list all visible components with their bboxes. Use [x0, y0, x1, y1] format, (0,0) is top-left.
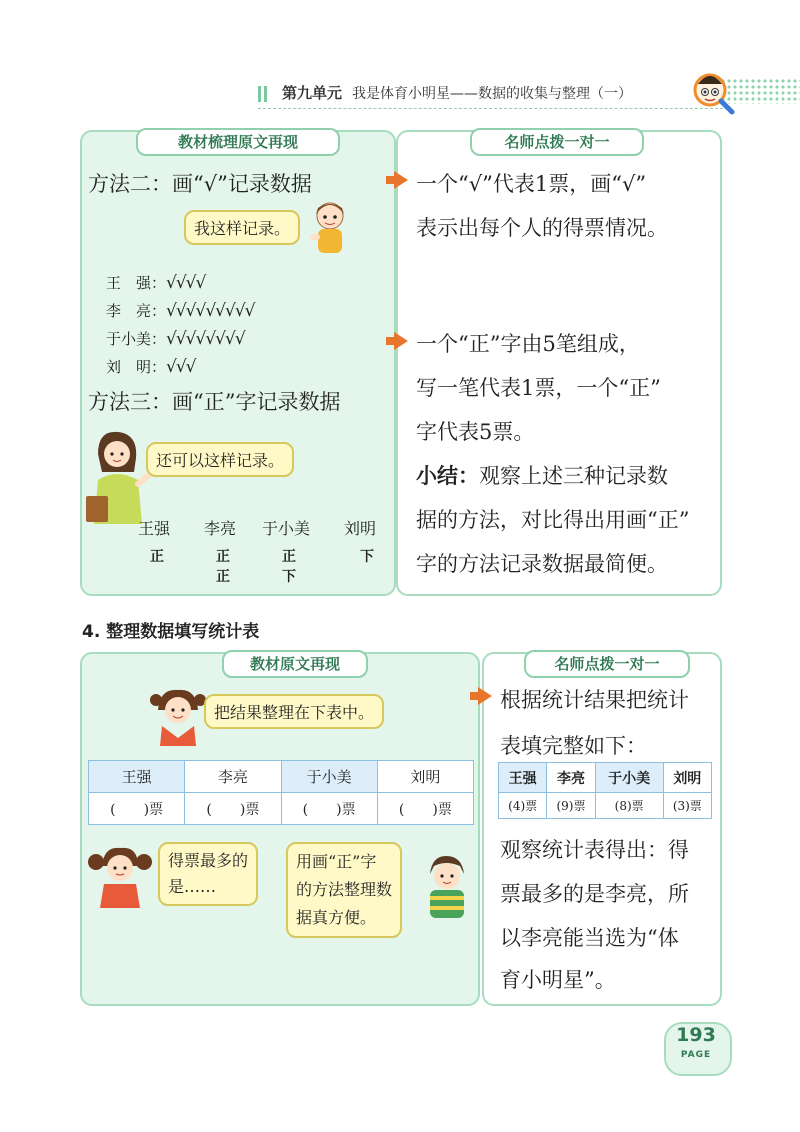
tally-row: [106, 272, 255, 300]
pointer-arrow-icon: [394, 171, 408, 189]
pointer-arrow-icon: [386, 176, 394, 184]
summary-label: 小结：: [416, 463, 479, 488]
table-header-cell: 李亮: [547, 763, 595, 793]
unit-label: 第九单元: [282, 84, 343, 102]
tally-row: [106, 300, 255, 328]
table-cell: (4)票: [499, 793, 547, 819]
header-title: [282, 82, 632, 103]
summary-line3: 字的方法记录数据最简便。: [416, 552, 668, 576]
bubble-line: 的方法整理数: [296, 880, 393, 899]
table-header-cell: 王强: [499, 763, 547, 793]
top-right-tab: 名师点拨一对一: [470, 128, 644, 156]
speech-bubble-convenient: [286, 842, 402, 938]
speech-bubble-most-votes: [158, 842, 258, 906]
blank-stat-table: [88, 760, 474, 825]
table-cell: (8)票: [595, 793, 663, 819]
header-divider: [258, 108, 728, 109]
pointer-arrow-icon: [394, 332, 408, 350]
table-header-cell: 李亮: [185, 761, 281, 793]
tally-row: [106, 356, 255, 384]
tally-name: 刘 明：: [106, 358, 167, 376]
method2-title: 方法二：画“√”记录数据: [88, 172, 312, 196]
summary-line2: 据的方法，对比得出用画“正”: [416, 508, 690, 532]
conclusion-line2: 票最多的是李亮，所: [500, 882, 689, 906]
tally-name: 王 强：: [106, 274, 167, 292]
bubble-line: 得票最多的: [168, 851, 249, 870]
tip-check-line1: 一个“√”代表1票，画“√”: [416, 172, 647, 196]
zheng-mark: 正: [216, 549, 230, 565]
zheng-name: 李亮: [204, 519, 237, 538]
teacher-character-icon: [84, 428, 154, 528]
tally-name: 李 亮：: [106, 302, 167, 320]
summary-text: 观察上述三种记录数: [479, 464, 668, 488]
table-cell: (3)票: [663, 793, 711, 819]
conclusion-line3: 以李亮能当选为“体: [500, 926, 679, 950]
page-label: PAGE: [680, 1050, 712, 1060]
boy-striped-shirt-icon: [418, 852, 474, 918]
table-cell: ( )票: [281, 793, 377, 825]
girl-thinking-icon: [86, 842, 156, 908]
table-cell: (9)票: [547, 793, 595, 819]
zheng-name: 王强: [138, 519, 171, 538]
speech-bubble-organize: 把结果整理在下表中。: [204, 694, 384, 729]
zheng-name: 刘明: [344, 519, 377, 538]
page-number: 193: [676, 1024, 716, 1046]
table-header-cell: 于小美: [595, 763, 663, 793]
magnifier-mascot-icon: [692, 70, 736, 116]
pointer-arrow-icon: [470, 692, 478, 700]
speech-bubble-also: 还可以这样记录。: [146, 442, 294, 477]
tip-zheng-line3: 字代表5票。: [416, 420, 535, 444]
conclusion-line4: 育小明星”。: [500, 968, 616, 992]
table-cell: ( )票: [185, 793, 281, 825]
section-4-title: 4. 整理数据填写统计表: [82, 622, 260, 642]
zheng-mark: 下: [282, 569, 296, 585]
table-header-cell: 刘明: [663, 763, 711, 793]
tip-zheng-line2: 写一笔代表1票，一个“正”: [416, 376, 661, 400]
tally-marks: √√√√√√√√√: [166, 301, 255, 321]
tally-row: [106, 328, 255, 356]
speech-bubble-record: 我这样记录。: [184, 210, 300, 245]
conclusion-line1: 观察统计表得出：得: [500, 838, 689, 862]
bubble-line: 据真方便。: [296, 908, 377, 927]
pointer-arrow-icon: [386, 337, 394, 345]
zheng-mark: 正: [282, 549, 296, 565]
table-cell: ( )票: [89, 793, 185, 825]
pointer-arrow-icon: [478, 687, 492, 705]
filled-stat-table: [498, 762, 712, 819]
tip-fill-line2: 表填完整如下：: [500, 734, 647, 758]
method3-title: 方法三：画“正”字记录数据: [88, 390, 341, 414]
tip-fill-line1: 根据统计结果把统计: [500, 688, 689, 712]
header-decoration-bars: [258, 86, 270, 106]
zheng-name: 于小美: [262, 519, 311, 538]
tally-marks: √√√: [166, 357, 196, 377]
tally-marks: √√√√√√√√: [166, 329, 245, 349]
unit-subtitle: 我是体育小明星——数据的收集与整理（一）: [352, 86, 633, 102]
tip-zheng-line1: 一个“正”字由5笔组成，: [416, 332, 640, 356]
tally-name: 于小美：: [106, 330, 167, 348]
bottom-right-tab: 名师点拨一对一: [524, 650, 690, 678]
zheng-mark: 正: [216, 569, 230, 585]
zheng-mark: 下: [360, 549, 374, 565]
top-left-tab: 教材梳理原文再现: [136, 128, 340, 156]
summary-line1: [416, 460, 668, 490]
tally-list: [106, 272, 255, 384]
table-header-cell: 王强: [89, 761, 185, 793]
bubble-line: 用画“正”字: [296, 852, 377, 871]
tally-marks: √√√√: [166, 273, 206, 293]
zheng-mark: 正: [150, 549, 164, 565]
boy-character-icon: [306, 196, 356, 256]
zheng-name-row: [138, 516, 388, 540]
bottom-left-tab: 教材原文再现: [222, 650, 368, 678]
table-header-cell: 于小美: [281, 761, 377, 793]
table-cell: ( )票: [377, 793, 473, 825]
tip-check-line2: 表示出每个人的得票情况。: [416, 216, 668, 240]
bubble-line: 是……: [168, 877, 217, 896]
girl-character-icon: [150, 686, 206, 746]
table-header-cell: 刘明: [377, 761, 473, 793]
